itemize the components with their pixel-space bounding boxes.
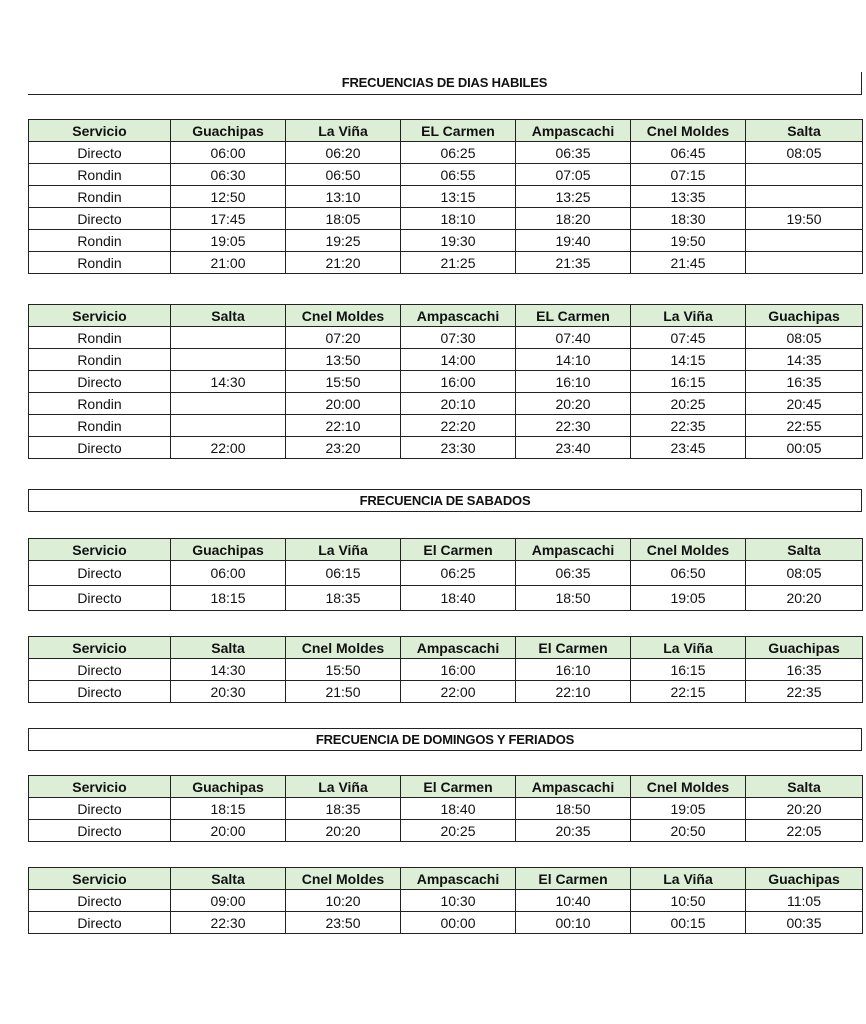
schedule-table-saturday-return (28, 636, 863, 703)
column-header: Ampascachi (516, 539, 631, 561)
departure-time-cell: 14:35 (746, 349, 863, 371)
column-header: La Viña (286, 776, 401, 798)
departure-time-cell (171, 415, 286, 437)
departure-time-cell: 06:35 (516, 142, 631, 164)
departure-time-cell: 22:10 (516, 681, 631, 703)
departure-time-cell (171, 327, 286, 349)
table-row (29, 142, 863, 164)
service-type-cell: Directo (29, 798, 171, 820)
column-header: Ampascachi (401, 637, 516, 659)
departure-time-cell: 20:50 (631, 820, 746, 842)
departure-time-cell: 23:50 (286, 912, 401, 934)
departure-time-cell: 20:45 (746, 393, 863, 415)
service-type-cell: Rondin (29, 415, 171, 437)
column-header: El Carmen (516, 637, 631, 659)
column-header: Servicio (29, 539, 171, 561)
schedule-table-sunday-outbound (28, 775, 863, 842)
departure-time-cell: 18:50 (516, 798, 631, 820)
departure-time-cell: 19:40 (516, 230, 631, 252)
column-header: El Carmen (401, 539, 516, 561)
table-row (29, 415, 863, 437)
departure-time-cell: 00:00 (401, 912, 516, 934)
column-header: Cnel Moldes (286, 868, 401, 890)
column-header: Guachipas (171, 776, 286, 798)
departure-time-cell: 20:35 (516, 820, 631, 842)
service-type-cell: Directo (29, 912, 171, 934)
departure-time-cell: 08:05 (746, 561, 863, 586)
departure-time-cell: 23:20 (286, 437, 401, 459)
departure-time-cell: 20:20 (286, 820, 401, 842)
service-type-cell: Directo (29, 820, 171, 842)
departure-time-cell (746, 186, 863, 208)
departure-time-cell: 00:35 (746, 912, 863, 934)
departure-time-cell: 21:45 (631, 252, 746, 274)
departure-time-cell (746, 252, 863, 274)
departure-time-cell (171, 349, 286, 371)
column-header: Cnel Moldes (286, 305, 401, 327)
departure-time-cell: 06:30 (171, 164, 286, 186)
departure-time-cell: 08:05 (746, 327, 863, 349)
schedule-table-saturday-outbound (28, 538, 863, 611)
table-row (29, 327, 863, 349)
column-header: Ampascachi (401, 868, 516, 890)
departure-time-cell: 06:35 (516, 561, 631, 586)
departure-time-cell: 18:15 (171, 586, 286, 611)
departure-time-cell: 22:05 (746, 820, 863, 842)
departure-time-cell: 22:00 (171, 437, 286, 459)
departure-time-cell: 16:00 (401, 371, 516, 393)
departure-time-cell: 18:50 (516, 586, 631, 611)
section-title-dias-habiles: FRECUENCIAS DE DIAS HABILES (28, 72, 862, 95)
section-title-domingos-feriados: FRECUENCIA DE DOMINGOS Y FERIADOS (28, 728, 862, 751)
departure-time-cell: 22:10 (286, 415, 401, 437)
service-type-cell: Rondin (29, 164, 171, 186)
departure-time-cell: 08:05 (746, 142, 863, 164)
service-type-cell: Rondin (29, 327, 171, 349)
departure-time-cell: 18:05 (286, 208, 401, 230)
departure-time-cell: 20:25 (401, 820, 516, 842)
departure-time-cell: 15:50 (286, 659, 401, 681)
departure-time-cell: 07:40 (516, 327, 631, 349)
column-header: Salta (171, 637, 286, 659)
column-header: La Viña (631, 868, 746, 890)
table-row (29, 820, 863, 842)
departure-time-cell: 07:20 (286, 327, 401, 349)
column-header: Guachipas (746, 637, 863, 659)
table-row (29, 371, 863, 393)
departure-time-cell: 16:00 (401, 659, 516, 681)
table-row (29, 186, 863, 208)
service-type-cell: Rondin (29, 230, 171, 252)
header-row (29, 868, 863, 890)
departure-time-cell: 20:30 (171, 681, 286, 703)
departure-time-cell: 07:45 (631, 327, 746, 349)
departure-time-cell: 00:15 (631, 912, 746, 934)
table-row (29, 912, 863, 934)
departure-time-cell: 19:50 (746, 208, 863, 230)
departure-time-cell: 06:45 (631, 142, 746, 164)
departure-time-cell: 23:30 (401, 437, 516, 459)
departure-time-cell: 18:20 (516, 208, 631, 230)
schedule-table-weekday-outbound (28, 119, 863, 274)
departure-time-cell: 10:30 (401, 890, 516, 912)
departure-time-cell: 06:20 (286, 142, 401, 164)
schedule-table-sunday-return (28, 867, 863, 934)
column-header: Ampascachi (401, 305, 516, 327)
section-title-sabados: FRECUENCIA DE SABADOS (28, 489, 862, 512)
header-row (29, 305, 863, 327)
service-type-cell: Directo (29, 561, 171, 586)
column-header: La Viña (631, 637, 746, 659)
table-row (29, 164, 863, 186)
departure-time-cell: 18:15 (171, 798, 286, 820)
departure-time-cell: 11:05 (746, 890, 863, 912)
column-header: Cnel Moldes (631, 120, 746, 142)
service-type-cell: Directo (29, 681, 171, 703)
departure-time-cell: 14:10 (516, 349, 631, 371)
departure-time-cell: 18:10 (401, 208, 516, 230)
service-type-cell: Rondin (29, 186, 171, 208)
departure-time-cell: 21:00 (171, 252, 286, 274)
departure-time-cell: 13:10 (286, 186, 401, 208)
departure-time-cell: 19:30 (401, 230, 516, 252)
departure-time-cell: 20:20 (746, 798, 863, 820)
departure-time-cell: 20:10 (401, 393, 516, 415)
departure-time-cell: 18:35 (286, 798, 401, 820)
departure-time-cell: 13:25 (516, 186, 631, 208)
departure-time-cell: 06:55 (401, 164, 516, 186)
departure-time-cell: 22:30 (516, 415, 631, 437)
service-type-cell: Rondin (29, 349, 171, 371)
column-header: El Carmen (401, 776, 516, 798)
departure-time-cell: 10:20 (286, 890, 401, 912)
departure-time-cell: 18:40 (401, 798, 516, 820)
column-header: Guachipas (746, 305, 863, 327)
column-header: La Viña (286, 539, 401, 561)
departure-time-cell: 19:50 (631, 230, 746, 252)
column-header: EL Carmen (516, 305, 631, 327)
departure-time-cell (171, 393, 286, 415)
header-row (29, 120, 863, 142)
departure-time-cell: 06:25 (401, 561, 516, 586)
table-row (29, 230, 863, 252)
departure-time-cell: 10:40 (516, 890, 631, 912)
column-header: Ampascachi (516, 120, 631, 142)
departure-time-cell: 07:05 (516, 164, 631, 186)
departure-time-cell: 14:15 (631, 349, 746, 371)
column-header: Cnel Moldes (631, 776, 746, 798)
header-row (29, 776, 863, 798)
departure-time-cell: 21:20 (286, 252, 401, 274)
departure-time-cell: 19:25 (286, 230, 401, 252)
column-header: Guachipas (171, 120, 286, 142)
table-row (29, 798, 863, 820)
departure-time-cell: 20:20 (746, 586, 863, 611)
column-header: Salta (746, 120, 863, 142)
departure-time-cell: 12:50 (171, 186, 286, 208)
column-header: Servicio (29, 305, 171, 327)
departure-time-cell: 18:35 (286, 586, 401, 611)
service-type-cell: Directo (29, 659, 171, 681)
departure-time-cell: 19:05 (631, 586, 746, 611)
column-header: Servicio (29, 637, 171, 659)
service-type-cell: Directo (29, 890, 171, 912)
departure-time-cell: 19:05 (631, 798, 746, 820)
column-header: La Viña (286, 120, 401, 142)
column-header: EL Carmen (401, 120, 516, 142)
departure-time-cell (746, 230, 863, 252)
departure-time-cell: 16:10 (516, 659, 631, 681)
column-header: La Viña (631, 305, 746, 327)
departure-time-cell: 22:15 (631, 681, 746, 703)
service-type-cell: Directo (29, 371, 171, 393)
departure-time-cell: 22:55 (746, 415, 863, 437)
departure-time-cell: 14:30 (171, 659, 286, 681)
service-type-cell: Directo (29, 208, 171, 230)
departure-time-cell: 18:30 (631, 208, 746, 230)
header-row (29, 539, 863, 561)
header-row (29, 637, 863, 659)
departure-time-cell: 14:00 (401, 349, 516, 371)
column-header: Servicio (29, 120, 171, 142)
table-row (29, 208, 863, 230)
departure-time-cell: 13:35 (631, 186, 746, 208)
departure-time-cell: 10:50 (631, 890, 746, 912)
departure-time-cell: 16:10 (516, 371, 631, 393)
column-header: Cnel Moldes (286, 637, 401, 659)
departure-time-cell: 00:10 (516, 912, 631, 934)
departure-time-cell: 06:15 (286, 561, 401, 586)
departure-time-cell: 07:30 (401, 327, 516, 349)
column-header: Cnel Moldes (631, 539, 746, 561)
departure-time-cell: 18:40 (401, 586, 516, 611)
departure-time-cell: 13:15 (401, 186, 516, 208)
departure-time-cell: 20:20 (516, 393, 631, 415)
column-header: Servicio (29, 868, 171, 890)
departure-time-cell: 20:00 (286, 393, 401, 415)
departure-time-cell: 16:35 (746, 659, 863, 681)
departure-time-cell: 21:35 (516, 252, 631, 274)
table-row (29, 349, 863, 371)
table-row (29, 659, 863, 681)
column-header: Guachipas (171, 539, 286, 561)
table-row (29, 890, 863, 912)
departure-time-cell: 16:15 (631, 371, 746, 393)
column-header: Salta (746, 539, 863, 561)
departure-time-cell: 15:50 (286, 371, 401, 393)
table-row (29, 586, 863, 611)
table-row (29, 393, 863, 415)
schedule-table-weekday-return (28, 304, 863, 459)
departure-time-cell: 23:40 (516, 437, 631, 459)
departure-time-cell: 20:00 (171, 820, 286, 842)
departure-time-cell: 14:30 (171, 371, 286, 393)
departure-time-cell: 06:00 (171, 142, 286, 164)
column-header: Salta (171, 305, 286, 327)
departure-time-cell: 21:50 (286, 681, 401, 703)
column-header: Guachipas (746, 868, 863, 890)
table-row (29, 681, 863, 703)
service-type-cell: Directo (29, 142, 171, 164)
departure-time-cell: 13:50 (286, 349, 401, 371)
departure-time-cell (746, 164, 863, 186)
column-header: El Carmen (516, 868, 631, 890)
departure-time-cell: 20:25 (631, 393, 746, 415)
departure-time-cell: 16:35 (746, 371, 863, 393)
departure-time-cell: 22:30 (171, 912, 286, 934)
departure-time-cell: 00:05 (746, 437, 863, 459)
column-header: Ampascachi (516, 776, 631, 798)
service-type-cell: Rondin (29, 252, 171, 274)
departure-time-cell: 17:45 (171, 208, 286, 230)
departure-time-cell: 16:15 (631, 659, 746, 681)
table-row (29, 437, 863, 459)
table-row (29, 252, 863, 274)
departure-time-cell: 23:45 (631, 437, 746, 459)
departure-time-cell: 06:50 (631, 561, 746, 586)
service-type-cell: Directo (29, 437, 171, 459)
departure-time-cell: 22:00 (401, 681, 516, 703)
departure-time-cell: 19:05 (171, 230, 286, 252)
table-row (29, 561, 863, 586)
service-type-cell: Rondin (29, 393, 171, 415)
column-header: Salta (171, 868, 286, 890)
departure-time-cell: 22:35 (746, 681, 863, 703)
departure-time-cell: 06:50 (286, 164, 401, 186)
column-header: Servicio (29, 776, 171, 798)
departure-time-cell: 06:00 (171, 561, 286, 586)
column-header: Salta (746, 776, 863, 798)
departure-time-cell: 09:00 (171, 890, 286, 912)
departure-time-cell: 06:25 (401, 142, 516, 164)
departure-time-cell: 22:35 (631, 415, 746, 437)
departure-time-cell: 07:15 (631, 164, 746, 186)
service-type-cell: Directo (29, 586, 171, 611)
departure-time-cell: 21:25 (401, 252, 516, 274)
departure-time-cell: 22:20 (401, 415, 516, 437)
